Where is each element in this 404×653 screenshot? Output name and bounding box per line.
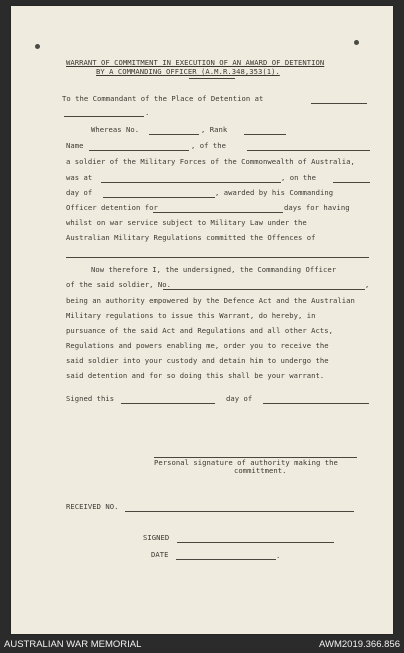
- authority-empowered-text: being an authority empowered by the Defence Act and the Australian: [66, 296, 355, 305]
- was-at-label: was at: [66, 173, 93, 182]
- whilst-war-service-text: whilst on war service subject to Military Law under the: [66, 218, 307, 227]
- rank-label: , Rank: [201, 125, 228, 134]
- on-the-label: , on the: [281, 173, 317, 182]
- signed-day-of-label: day of: [226, 394, 253, 403]
- footer-accession-number: AWM2019.366.856: [319, 639, 400, 650]
- footer-institution: AUSTRALIAN WAR MEMORIAL: [4, 639, 142, 650]
- month-field[interactable]: [103, 197, 215, 198]
- received-no-label: RECEIVED NO.: [66, 502, 119, 511]
- soldier-number-field[interactable]: [149, 134, 199, 135]
- punch-hole-right: [354, 40, 359, 45]
- awarded-by-text: , awarded by his Commanding: [215, 188, 334, 197]
- signed-day-field[interactable]: [121, 403, 215, 404]
- title-rule: [189, 78, 235, 79]
- location-field[interactable]: [101, 182, 281, 183]
- officer-detention-label: Officer detention for: [66, 203, 158, 212]
- days-for-having-text: days for having: [284, 203, 350, 212]
- signed-label: SIGNED: [143, 533, 170, 542]
- personal-signature-label-cont: committment.: [234, 466, 287, 475]
- of-the-label: , of the: [191, 141, 227, 150]
- unit-field[interactable]: [247, 150, 370, 151]
- period: .: [145, 108, 150, 117]
- powers-enabling-text: Regulations and powers enabling me, order you to receive the: [66, 341, 329, 350]
- footer-bar: [0, 636, 404, 653]
- custody-text: said soldier into your custody and detain him to undergo the: [66, 356, 329, 365]
- rank-field[interactable]: [244, 134, 286, 135]
- personal-signature-label: Personal signature of authority making the: [154, 458, 338, 467]
- comma: ,: [365, 280, 370, 289]
- date-label: DATE: [151, 550, 169, 559]
- place-of-detention-field-cont[interactable]: [64, 116, 144, 117]
- date-day-field[interactable]: [333, 182, 370, 183]
- signed-this-label: Signed this: [66, 394, 115, 403]
- of-said-soldier-label: of the said soldier, No.: [66, 280, 172, 289]
- days-detention-field[interactable]: [153, 212, 283, 213]
- soldier-of-forces-text: a soldier of the Military Forces of the Commonwealth of Australia,: [66, 157, 355, 166]
- signed-month-field[interactable]: [263, 403, 369, 404]
- pursuance-text: pursuance of the said Act and Regulations and all other Acts,: [66, 326, 334, 335]
- now-therefore-text: Now therefore I, the undersigned, the Commanding Officer: [91, 265, 337, 274]
- punch-hole-left: [35, 44, 40, 49]
- date-period: .: [276, 551, 281, 560]
- warrant-detention-text: said detention and for so doing this shall be your warrant.: [66, 371, 325, 380]
- name-label: Name: [66, 141, 84, 150]
- place-of-detention-field[interactable]: [311, 103, 367, 104]
- offences-field[interactable]: [66, 257, 369, 258]
- received-date-field[interactable]: [176, 559, 276, 560]
- said-soldier-number-field[interactable]: [163, 289, 365, 290]
- document-page: [11, 6, 393, 634]
- military-regulations-text: Military regulations to issue this Warrant, do hereby, in: [66, 311, 316, 320]
- warrant-title-line1: WARRANT OF COMMITMENT IN EXECUTION OF AN AWARD OF DETENTION: [66, 58, 325, 67]
- warrant-title-line2: BY A COMMANDING OFFICER (A.M.R.348,353(1).: [96, 67, 280, 76]
- received-signature-field[interactable]: [177, 542, 334, 543]
- regulations-offences-text: Australian Military Regulations committed the Offences of: [66, 233, 316, 242]
- to-commandant-text: To the Commandant of the Place of Detention at: [62, 94, 264, 103]
- whereas-no-label: Whereas No.: [91, 125, 140, 134]
- day-of-label: day of: [66, 188, 93, 197]
- name-field[interactable]: [89, 150, 189, 151]
- received-no-field[interactable]: [125, 511, 354, 512]
